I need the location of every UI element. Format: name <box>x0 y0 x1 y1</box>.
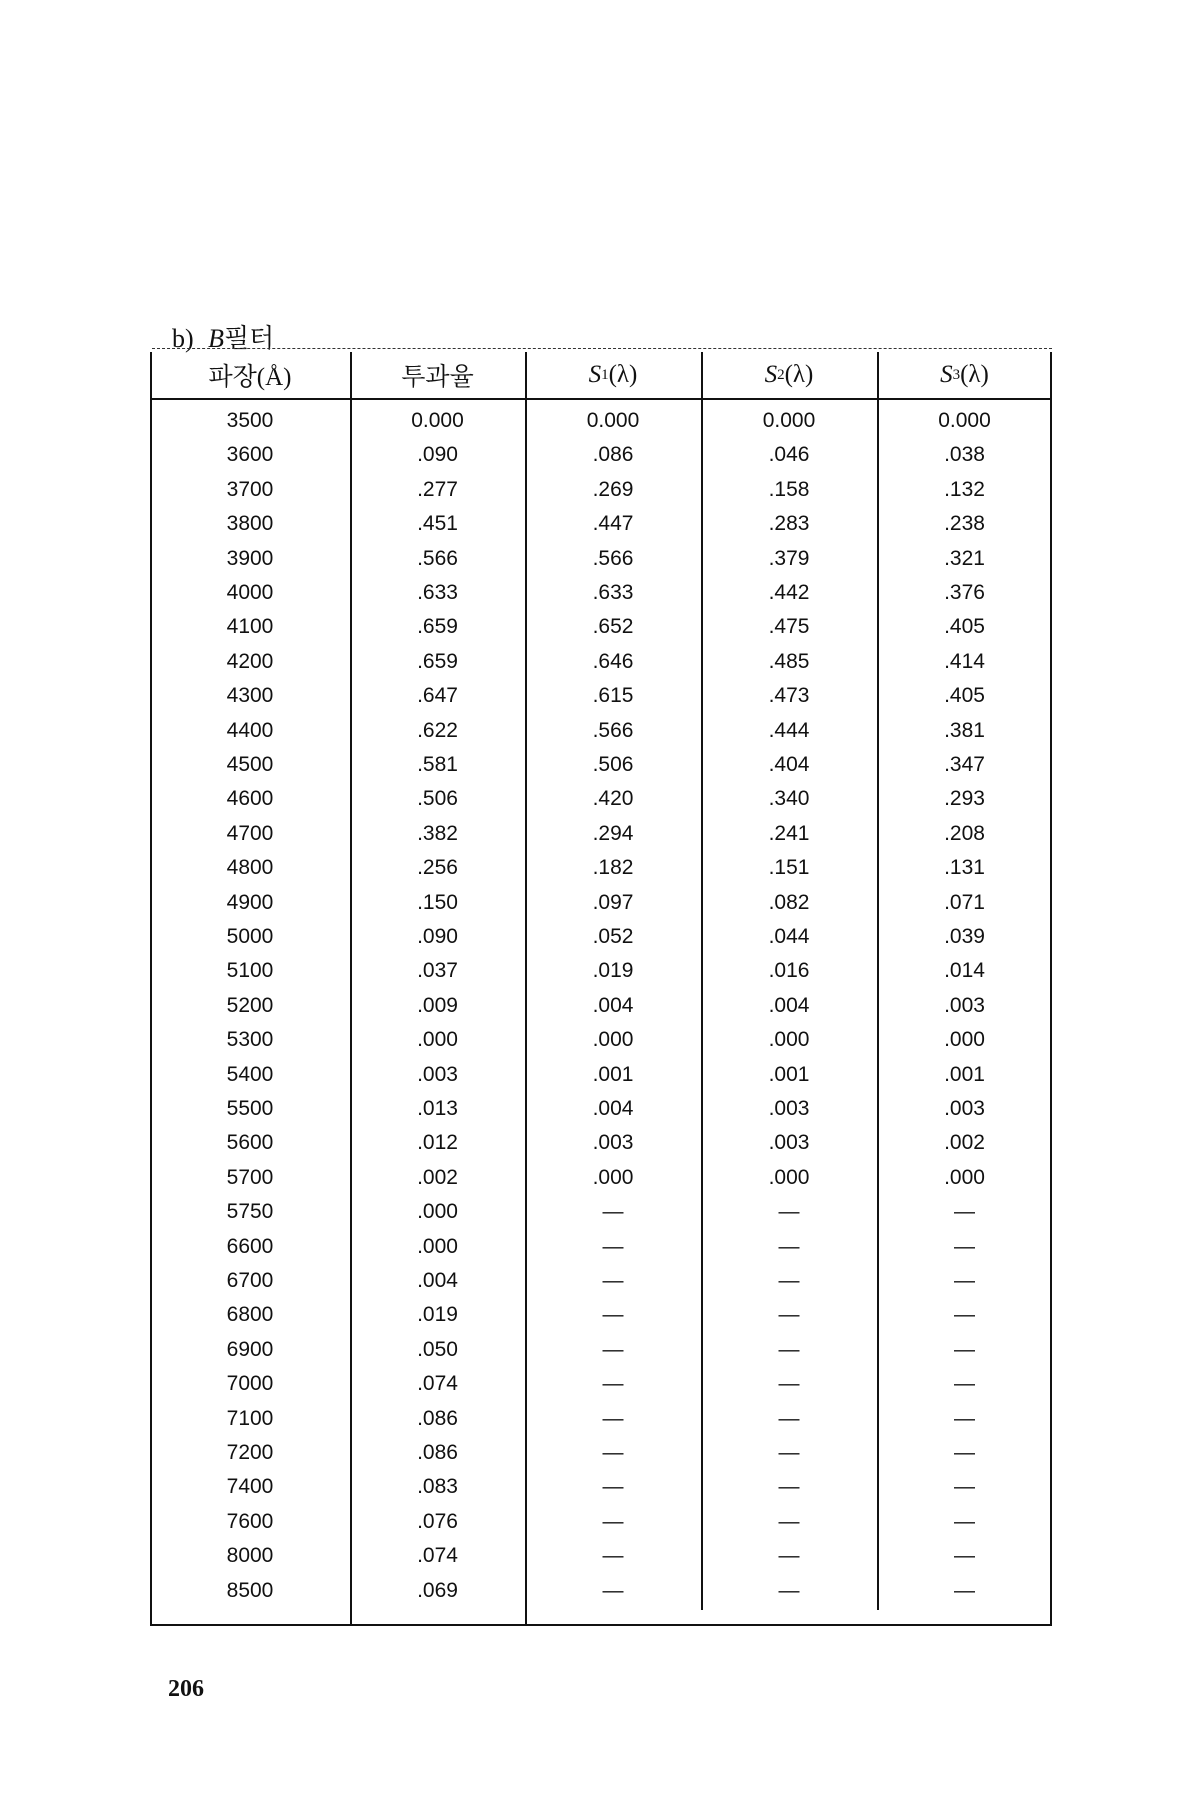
caption-prefix: b) <box>172 324 194 353</box>
s2-cell: .444 <box>768 718 810 742</box>
s3-cell: .000 <box>944 1165 985 1189</box>
s3-cell: — <box>954 1406 975 1430</box>
s2-cell: — <box>778 1475 800 1499</box>
transmittance-cell: .150 <box>417 890 458 914</box>
s1-cell: .566 <box>592 718 634 742</box>
wavelength-cell: 3800 <box>226 512 274 536</box>
s3-cell: — <box>954 1578 975 1602</box>
s2-cell: — <box>778 1337 800 1361</box>
filter-table <box>150 352 1052 1624</box>
table-row <box>150 679 1052 713</box>
wavelength-cell: 3700 <box>226 477 274 501</box>
s2-cell: — <box>778 1441 800 1464</box>
s3-cell: .208 <box>944 821 985 845</box>
table-row <box>150 954 1052 988</box>
s3-cell: .321 <box>944 546 985 570</box>
transmittance-cell: .013 <box>417 1097 458 1120</box>
table-row <box>150 1470 1052 1504</box>
s3-cell: — <box>954 1441 975 1464</box>
table-row <box>150 1333 1052 1367</box>
s3-cell: .003 <box>944 1097 985 1120</box>
table-row <box>150 851 1052 885</box>
s3-cell: .414 <box>944 649 985 673</box>
transmittance-cell: .382 <box>417 821 458 845</box>
wavelength-cell: 5300 <box>226 1028 274 1052</box>
table-row <box>150 507 1052 541</box>
wavelength-cell: 3600 <box>226 443 274 467</box>
s3-cell: — <box>954 1337 975 1361</box>
table-row <box>150 714 1052 748</box>
s3-cell: — <box>954 1234 975 1258</box>
transmittance-cell: .000 <box>417 1200 458 1224</box>
transmittance-cell: .090 <box>417 443 458 467</box>
wavelength-cell: 7200 <box>226 1441 274 1464</box>
header-s1-sub: 1 <box>601 366 609 383</box>
table-row <box>150 1161 1052 1195</box>
transmittance-cell: .000 <box>417 1028 458 1052</box>
wavelength-cell: 8000 <box>226 1544 274 1568</box>
s1-cell: — <box>602 1234 624 1258</box>
table-row <box>150 404 1052 438</box>
header-s2-tail: (λ) <box>784 361 814 388</box>
s1-cell: .294 <box>592 821 634 845</box>
s3-cell: .014 <box>944 959 985 983</box>
s1-cell: — <box>602 1269 624 1292</box>
transmittance-cell: .012 <box>417 1131 458 1155</box>
wavelength-cell: 5600 <box>226 1131 274 1155</box>
table-row <box>150 1264 1052 1298</box>
s1-cell: .615 <box>592 684 634 708</box>
s1-cell: 0.000 <box>586 409 640 432</box>
transmittance-cell: .074 <box>417 1372 458 1396</box>
table-row <box>150 1574 1052 1608</box>
wavelength-cell: 4200 <box>226 649 274 673</box>
s1-cell: .004 <box>592 993 634 1017</box>
transmittance-cell: .009 <box>417 993 458 1017</box>
s1-cell: .566 <box>592 546 634 570</box>
wavelength-cell: 7400 <box>226 1475 274 1499</box>
s2-cell: .001 <box>768 1062 810 1086</box>
transmittance-cell: .622 <box>417 718 458 742</box>
transmittance-cell: .083 <box>417 1475 458 1499</box>
wavelength-cell: 5100 <box>226 959 274 983</box>
transmittance-cell: .451 <box>417 512 458 536</box>
table-row <box>150 438 1052 472</box>
table-row <box>150 817 1052 851</box>
wavelength-cell: 6700 <box>226 1269 274 1292</box>
wavelength-cell: 5500 <box>226 1097 274 1120</box>
wavelength-cell: 8500 <box>226 1578 274 1602</box>
transmittance-cell: .003 <box>417 1062 458 1086</box>
s1-cell: .269 <box>592 477 634 501</box>
s1-cell: .086 <box>592 443 634 467</box>
header-s3-symbol: S <box>940 361 953 388</box>
s3-cell: — <box>954 1269 975 1292</box>
wavelength-cell: 5700 <box>226 1165 274 1189</box>
table-row <box>150 473 1052 507</box>
transmittance-cell: .566 <box>417 546 458 570</box>
wavelength-cell: 4300 <box>226 684 274 708</box>
caption-filter-letter: B <box>208 324 225 353</box>
s3-cell: .132 <box>944 477 985 501</box>
wavelength-cell: 3500 <box>226 409 274 432</box>
s3-cell: .039 <box>944 925 985 948</box>
s2-cell: .485 <box>768 649 810 673</box>
s1-cell: .420 <box>592 787 634 811</box>
page-number: 206 <box>168 1676 204 1702</box>
s2-cell: .340 <box>768 787 810 811</box>
s1-cell: — <box>602 1509 624 1533</box>
wavelength-cell: 6900 <box>226 1337 274 1361</box>
table-row <box>150 645 1052 679</box>
table-row <box>150 989 1052 1023</box>
wavelength-cell: 4400 <box>226 718 274 742</box>
table-row <box>150 1367 1052 1401</box>
table-row <box>150 1505 1052 1539</box>
s1-cell: .447 <box>592 512 634 536</box>
wavelength-cell: 4000 <box>226 581 274 604</box>
header-rule <box>150 398 1052 400</box>
s1-cell: — <box>602 1372 624 1396</box>
s2-cell: .241 <box>768 821 810 845</box>
table-row <box>150 1298 1052 1332</box>
header-s3-tail: (λ) <box>960 361 989 388</box>
table-caption <box>172 318 274 355</box>
s1-cell: .019 <box>592 959 634 983</box>
s2-cell: .044 <box>768 925 810 948</box>
s3-cell: .000 <box>944 1028 985 1052</box>
s1-cell: — <box>602 1200 624 1224</box>
s3-cell: .038 <box>944 443 985 467</box>
table-row <box>150 1402 1052 1436</box>
s1-cell: .182 <box>592 856 634 880</box>
caption-filter-word: 필터 <box>224 324 275 353</box>
s3-cell: .003 <box>944 993 985 1017</box>
s1-cell: .652 <box>592 615 634 639</box>
wavelength-cell: 4800 <box>226 856 274 880</box>
s3-cell: — <box>954 1544 975 1568</box>
table-row <box>150 886 1052 920</box>
s1-cell: — <box>602 1337 624 1361</box>
s2-cell: — <box>778 1372 800 1396</box>
s1-cell: .646 <box>592 649 634 673</box>
s3-cell: — <box>954 1509 975 1533</box>
s2-cell: .046 <box>768 443 810 467</box>
transmittance-cell: .004 <box>417 1269 458 1292</box>
table-row <box>150 782 1052 816</box>
s2-cell: — <box>778 1578 800 1602</box>
wavelength-cell: 7100 <box>226 1406 274 1430</box>
s3-cell: .293 <box>944 787 985 811</box>
s3-cell: .071 <box>944 890 985 914</box>
wavelength-cell: 5000 <box>226 925 274 948</box>
transmittance-cell: .506 <box>417 787 458 811</box>
s3-cell: — <box>954 1475 975 1499</box>
s2-cell: .473 <box>768 684 810 708</box>
s2-cell: .283 <box>768 512 810 536</box>
s2-cell: — <box>778 1406 800 1430</box>
transmittance-cell: .074 <box>417 1544 458 1568</box>
s1-cell: .001 <box>592 1062 634 1086</box>
header-s2 <box>701 352 877 398</box>
s2-cell: 0.000 <box>762 409 816 432</box>
table-row <box>150 1023 1052 1057</box>
s1-cell: .097 <box>592 890 634 914</box>
wavelength-cell: 5750 <box>226 1200 274 1224</box>
top-rule <box>152 348 1052 349</box>
table-row <box>150 610 1052 644</box>
wavelength-cell: 5400 <box>226 1062 274 1086</box>
s3-cell: .238 <box>944 512 985 536</box>
table-row <box>150 1195 1052 1229</box>
wavelength-cell: 7600 <box>226 1509 274 1533</box>
wavelength-cell: 6800 <box>226 1303 274 1327</box>
s2-cell: .151 <box>768 856 810 880</box>
wavelength-cell: 6600 <box>226 1234 274 1258</box>
wavelength-cell: 4100 <box>226 615 274 639</box>
header-s1 <box>525 352 701 398</box>
transmittance-cell: .019 <box>417 1303 458 1327</box>
s1-cell: — <box>602 1544 624 1568</box>
header-transmittance <box>350 352 525 398</box>
wavelength-cell: 4600 <box>226 787 274 811</box>
header-wavelength-label: 파장(Å) <box>208 364 292 391</box>
s2-cell: .442 <box>768 581 810 604</box>
s1-cell: .004 <box>592 1097 634 1120</box>
s3-cell: .376 <box>944 581 985 604</box>
s1-cell: .003 <box>592 1131 634 1155</box>
bottom-rule <box>150 1624 1052 1626</box>
transmittance-cell: .000 <box>417 1234 458 1258</box>
s1-cell: .633 <box>592 581 634 604</box>
table-row <box>150 542 1052 576</box>
s2-cell: — <box>778 1234 800 1258</box>
s3-cell: .405 <box>944 615 985 639</box>
transmittance-cell: .659 <box>417 615 458 639</box>
s1-cell: .052 <box>592 925 634 948</box>
s1-cell: .506 <box>592 753 634 776</box>
s3-cell: — <box>954 1372 975 1396</box>
s1-cell: — <box>602 1406 624 1430</box>
s2-cell: .404 <box>768 753 810 776</box>
s2-cell: .000 <box>768 1165 810 1189</box>
s2-cell: .003 <box>768 1131 810 1155</box>
transmittance-cell: .050 <box>417 1337 458 1361</box>
header-wavelength <box>150 352 350 398</box>
s2-cell: — <box>778 1544 800 1568</box>
wavelength-cell: 7000 <box>226 1372 274 1396</box>
transmittance-cell: .256 <box>417 856 458 880</box>
transmittance-cell: .581 <box>417 753 458 776</box>
transmittance-cell: .086 <box>417 1441 458 1464</box>
s2-cell: .004 <box>768 993 810 1017</box>
s1-cell: — <box>602 1475 624 1499</box>
s2-cell: .016 <box>768 959 810 983</box>
transmittance-cell: .069 <box>417 1578 458 1602</box>
s3-cell: — <box>954 1303 975 1327</box>
s2-cell: — <box>778 1303 800 1327</box>
s1-cell: — <box>602 1578 624 1602</box>
s2-cell: .475 <box>768 615 810 639</box>
s2-cell: — <box>778 1200 800 1224</box>
transmittance-cell: .002 <box>417 1165 458 1189</box>
header-s1-tail: (λ) <box>608 361 638 388</box>
s1-cell: — <box>602 1441 624 1464</box>
s2-cell: .158 <box>768 477 810 501</box>
wavelength-cell: 4700 <box>226 821 274 845</box>
table-row <box>150 1126 1052 1160</box>
transmittance-cell: .659 <box>417 649 458 673</box>
header-s2-symbol: S <box>764 361 778 388</box>
transmittance-cell: .277 <box>417 477 458 501</box>
transmittance-cell: .633 <box>417 581 458 604</box>
s1-cell: .000 <box>592 1028 634 1052</box>
table-row <box>150 1058 1052 1092</box>
transmittance-cell: .037 <box>417 959 458 983</box>
s2-cell: .000 <box>768 1028 810 1052</box>
table-row <box>150 1230 1052 1264</box>
transmittance-cell: 0.000 <box>411 409 464 432</box>
table-row <box>150 576 1052 610</box>
transmittance-cell: .647 <box>417 684 458 708</box>
transmittance-cell: .086 <box>417 1406 458 1430</box>
wavelength-cell: 4500 <box>226 753 274 776</box>
s3-cell: .001 <box>944 1062 985 1086</box>
header-s3-sub: 3 <box>952 366 961 383</box>
table-row <box>150 920 1052 954</box>
header-s3 <box>877 352 1052 398</box>
s1-cell: — <box>602 1303 624 1327</box>
s3-cell: .405 <box>944 684 985 708</box>
s3-cell: .131 <box>944 856 985 880</box>
table-row <box>150 1092 1052 1126</box>
s2-cell: .003 <box>768 1097 810 1120</box>
wavelength-cell: 4900 <box>226 890 274 914</box>
s1-cell: .000 <box>592 1165 634 1189</box>
s3-cell: — <box>954 1200 975 1224</box>
table-row <box>150 1436 1052 1470</box>
s3-cell: .347 <box>944 753 985 776</box>
s3-cell: .381 <box>944 718 985 742</box>
wavelength-cell: 3900 <box>226 546 274 570</box>
s2-cell: .082 <box>768 890 810 914</box>
header-s1-symbol: S <box>588 361 602 388</box>
table-row <box>150 1539 1052 1573</box>
s2-cell: — <box>778 1509 800 1533</box>
s2-cell: — <box>778 1269 800 1292</box>
s2-cell: .379 <box>768 546 810 570</box>
s3-cell: .002 <box>944 1131 985 1155</box>
wavelength-cell: 5200 <box>226 993 274 1017</box>
header-transmittance-label: 투과율 <box>401 364 474 391</box>
transmittance-cell: .090 <box>417 925 458 948</box>
transmittance-cell: .076 <box>417 1509 458 1533</box>
s3-cell: 0.000 <box>938 409 991 432</box>
header-s2-sub: 2 <box>777 366 785 383</box>
table-row <box>150 748 1052 782</box>
